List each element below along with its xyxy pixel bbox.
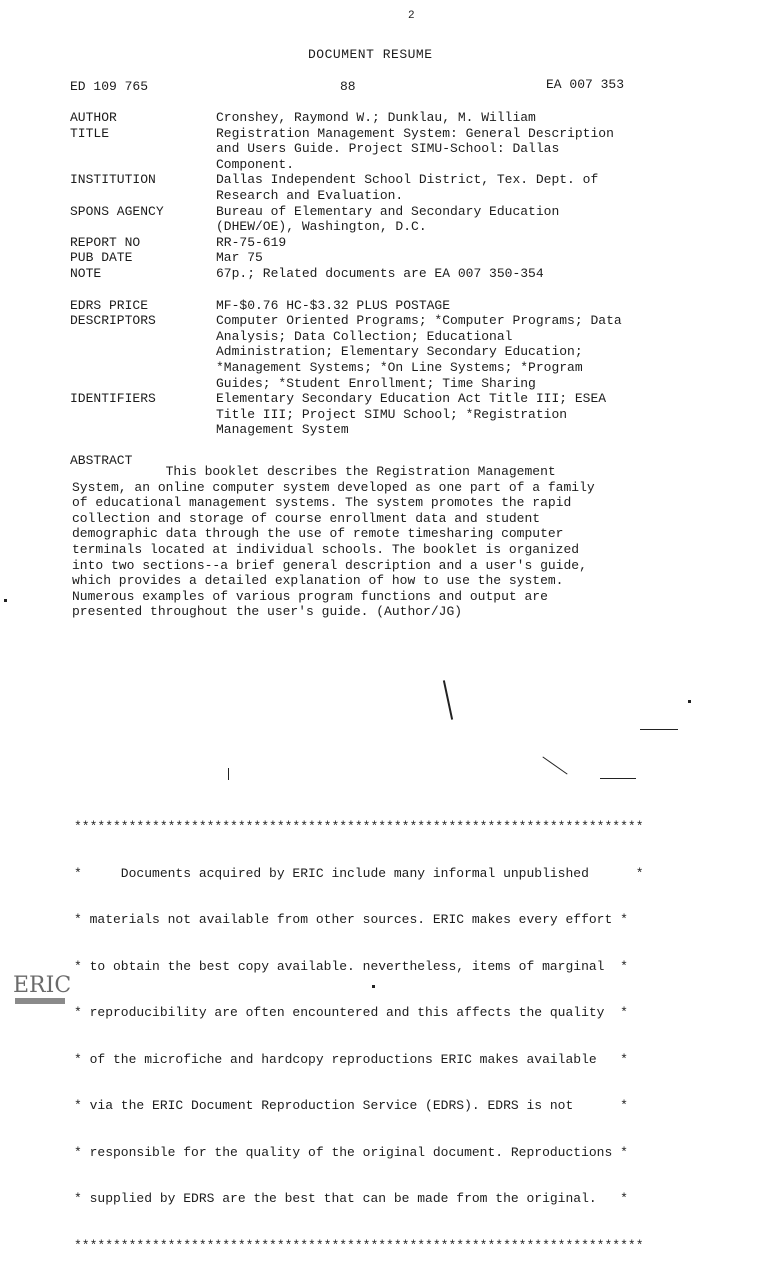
scan-mark: [600, 778, 636, 779]
scan-mark: [372, 985, 375, 988]
notice-border-top: *************************************************************************: [74, 819, 644, 834]
field-edrs-price: [70, 298, 750, 314]
field-label: PUB DATE: [70, 250, 133, 266]
field-label: SPONS AGENCY: [70, 203, 164, 219]
field-value: Bureau of Elementary and Secondary Education (DHEW/OE), Washington, D.C.: [216, 203, 560, 235]
notice-line: * via the ERIC Document Reproduction Service (EDRS). EDRS is not *: [74, 1098, 628, 1113]
eric-logo: [13, 973, 72, 1006]
field-spons-agency: [70, 204, 750, 235]
field-value: RR-75-619: [216, 234, 287, 250]
field-note: [70, 266, 750, 282]
eric-logo-bar: [15, 998, 65, 1004]
field-label: INSTITUTION: [70, 172, 156, 188]
field-label: TITLE: [70, 125, 110, 141]
notice-border-bottom: *************************************************************************: [74, 1237, 644, 1253]
notice-line: * to obtain the best copy available. nevertheless, items of marginal *: [74, 958, 628, 974]
abstract-text: This booklet describes the Registration Management System, an online computer system developed as one part of a family of educational management systems. The system promotes the rapid collection and storage of course enrollment data and student demographic data through the use of remote timesharing computer terminals located at individual schools. The booklet is organized into two sections--a brief general description and a user's guide, which provides a detailed explanation of how to use the system. Numerous examples of various program functions and output are presented throughout the user's guide. (Author/JG): [72, 464, 595, 620]
field-label: IDENTIFIERS: [70, 391, 156, 407]
field-label: REPORT NO: [70, 234, 141, 250]
abstract-label: ABSTRACT: [70, 453, 133, 468]
field-value: 67p.; Related documents are EA 007 350-354: [216, 265, 544, 281]
field-report-no: [70, 235, 750, 251]
field-label: AUTHOR: [70, 110, 117, 125]
field-identifiers: [70, 391, 750, 438]
scan-mark: [542, 756, 567, 774]
notice-line: * responsible for the quality of the original document. Reproductions *: [74, 1144, 628, 1160]
header-code: 88: [340, 79, 356, 94]
scan-mark: [4, 599, 7, 602]
document-title: DOCUMENT RESUME: [308, 47, 433, 62]
bibliographic-fields: [70, 110, 750, 438]
field-value: Dallas Independent School District, Tex. Dept. of Research and Evaluation.: [216, 172, 599, 203]
field-label: EDRS PRICE: [70, 297, 149, 313]
field-pub-date: [70, 250, 750, 266]
eric-logo-text: ERIC: [13, 973, 72, 998]
field-value: Elementary Secondary Education Act Title III; ESEA Title III; Project SIMU School; *Registration Management System: [216, 391, 607, 438]
field-author: [70, 110, 750, 126]
ed-number: ED 109 765: [70, 79, 149, 94]
scan-mark: [688, 700, 691, 703]
field-value: Computer Oriented Programs; *Computer Programs; Data Analysis; Data Collection; Educational Administration; Elementary Secondary Education; *Management Systems; *On Line Systems; *Program Guides; *Student Enrollment; Time Sharing: [216, 313, 622, 391]
field-institution: [70, 172, 750, 203]
scan-mark: [640, 729, 678, 730]
ea-number: EA 007 353: [546, 77, 625, 92]
scan-mark: [228, 768, 229, 780]
page-number: 2: [408, 10, 415, 22]
field-title: [70, 126, 750, 173]
notice-line: * materials not available from other sources. ERIC makes every effort *: [74, 912, 628, 927]
field-value: MF-$0.76 HC-$3.32 PLUS POSTAGE: [216, 297, 451, 313]
field-descriptors: [70, 313, 750, 391]
field-label: NOTE: [70, 265, 102, 281]
scan-mark: [443, 680, 453, 720]
notice-line: * of the microfiche and hardcopy reproductions ERIC makes available *: [74, 1051, 628, 1067]
field-value: Mar 75: [216, 250, 263, 266]
field-value: Registration Management System: General Description and Users Guide. Project SIMU-School: Dallas Component.: [216, 125, 614, 172]
notice-line: * Documents acquired by ERIC include many informal unpublished *: [74, 865, 644, 881]
eric-notice-box: [74, 788, 734, 1269]
field-value: Cronshey, Raymond W.; Dunklau, M. William: [216, 110, 536, 125]
notice-line: * supplied by EDRS are the best that can be made from the original. *: [74, 1191, 628, 1206]
field-label: DESCRIPTORS: [70, 313, 156, 329]
notice-line: * reproducibility are often encountered and this affects the quality *: [74, 1005, 628, 1020]
